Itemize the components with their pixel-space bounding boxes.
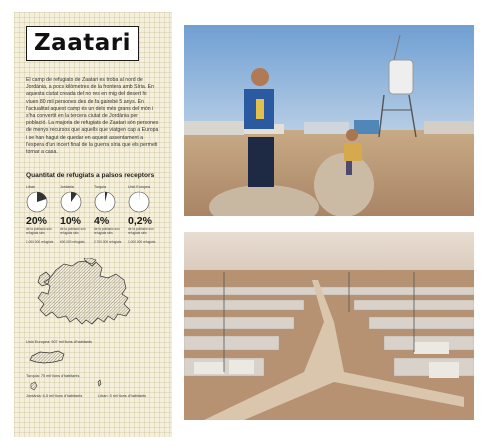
info-panel bbox=[14, 12, 172, 437]
stat-turkey bbox=[94, 185, 126, 244]
stat-country: Turquia bbox=[94, 185, 107, 190]
stat-lebanon bbox=[26, 185, 58, 244]
turkey-shape bbox=[30, 351, 64, 363]
legend-lebanon: Líban: 5 mil·lions d'habitants bbox=[98, 394, 147, 399]
stat-eu bbox=[128, 185, 160, 244]
uk-shape bbox=[38, 272, 50, 286]
map-area bbox=[26, 258, 160, 428]
jordan-shape bbox=[31, 382, 37, 390]
stat-percent: 20% bbox=[26, 215, 48, 228]
stat-percent: 4% bbox=[94, 215, 110, 228]
stat-count: 1.000.000 refugiats bbox=[128, 240, 156, 245]
page-title: Zaatari bbox=[34, 30, 131, 56]
pie-chart bbox=[128, 191, 150, 213]
stat-count: 1.000.000 refugiats bbox=[26, 240, 54, 245]
pie-chart bbox=[60, 191, 82, 213]
stat-desc: de la població són refugiats siris bbox=[94, 227, 120, 236]
stat-percent: 0,2% bbox=[128, 215, 152, 228]
stat-country: Jordània bbox=[60, 185, 74, 190]
stat-country: Unió Europea bbox=[128, 185, 150, 190]
photo-children bbox=[184, 25, 474, 216]
legend-eu: Unió Europea: 507 mil·lions d'habitants bbox=[26, 340, 92, 345]
photo-camp-aerial bbox=[184, 232, 474, 420]
lebanon-shape bbox=[98, 380, 101, 386]
section-title: Quantitat de refugiats a països receptors bbox=[26, 172, 155, 180]
intro-text: El camp de refugiats de Zaatari es troba al nord de Jordània, a pocs kilòmetres de la frontera amb Síria. En aquesta ciutat creada del no res en mig del desert hi viuen 80 mil persones des de fa gairebé 5 anys. En l'actualitat aquest camp és un dels més grans del món i s'ha convertit en la tercera ciutat de Jordània per població. La majoria de refugiats de Zaatari són persones de menys recursos que aquells que viatgen cap a Europa i se han hagut de quedar en aquest assentament a l'espera d'un incert final de la guerra síria que els permeti tornar a casa. bbox=[26, 77, 159, 156]
stat-jordan bbox=[60, 185, 92, 244]
eu-shape bbox=[38, 261, 130, 324]
stat-country: Líban bbox=[26, 185, 35, 190]
legend-turkey: Turquia: 75 mil·lions d'habitants bbox=[26, 374, 80, 379]
pie-chart bbox=[94, 191, 116, 213]
stat-count: 600.000 refugiats bbox=[60, 240, 85, 245]
stat-count: 2.700.000 refugiats bbox=[94, 240, 122, 245]
stats-row bbox=[26, 185, 160, 244]
stat-desc: de la població són refugiats siris bbox=[26, 227, 52, 236]
title-box bbox=[26, 26, 139, 61]
legend-jordan: Jordània: 6,5 mil·lions d'habitants bbox=[26, 394, 83, 399]
stat-desc: de la població són refugiats siris bbox=[128, 227, 154, 236]
stat-percent: 10% bbox=[60, 215, 82, 228]
stat-desc: de la població són refugiats siris bbox=[60, 227, 86, 236]
pie-chart bbox=[26, 191, 48, 213]
